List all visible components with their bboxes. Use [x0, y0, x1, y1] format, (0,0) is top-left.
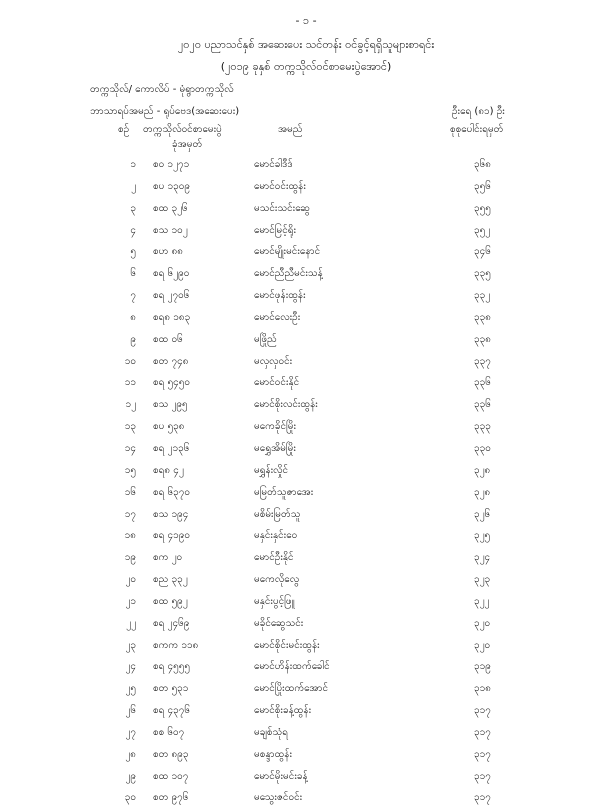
- row-number: ၂၄: [125, 661, 136, 673]
- table-row: [0, 483, 612, 505]
- header-roll: တက္ကသိုလ်ဝင်စာမေးပွဲ: [143, 124, 222, 135]
- row-number: ၂၆: [125, 705, 136, 717]
- row-roll-number: စဝ ၁၂၇၁: [153, 159, 190, 170]
- header-mark: စုစုပေါင်းရမှတ်: [450, 124, 504, 135]
- row-name: မောင်မိုးမင်းခန့်: [254, 770, 308, 782]
- table-row: [0, 395, 612, 417]
- row-name: မနှင်းနှင်းဝေ: [254, 530, 298, 542]
- header-no: စဉ်: [118, 124, 130, 135]
- row-roll-number: စရ ၄၅၅၅: [153, 661, 191, 673]
- row-number: ၁၅: [124, 464, 136, 476]
- row-roll-number: စတ ၉၇၆: [153, 792, 189, 804]
- table-row: [0, 679, 612, 701]
- row-mark: ၃၂၆: [474, 508, 491, 520]
- row-mark: ၃၃၃: [474, 421, 491, 433]
- row-roll-number: စစ ၆၀၇: [153, 726, 185, 738]
- row-number: ၁၃: [124, 421, 136, 433]
- row-number: ၁၄: [124, 442, 136, 454]
- row-mark: ၃၁၇: [474, 770, 491, 782]
- row-name: မောင်လေးဦး: [254, 311, 301, 323]
- row-number: ၁၇: [124, 508, 136, 520]
- row-name: မစန္ဒာထွန်း: [254, 748, 292, 760]
- header-name: အမည်: [278, 124, 303, 135]
- row-mark: ၃၂၀: [474, 617, 491, 629]
- row-name: မရွှေအိမ်မြိုး: [254, 442, 296, 454]
- row-name: မောင်ဖုန်းထွန်း: [254, 290, 306, 302]
- row-mark: ၃၄၆: [474, 246, 491, 258]
- row-number: ၅: [130, 246, 136, 258]
- row-number: ၂၂: [126, 617, 136, 629]
- row-number: ၁၀: [124, 355, 136, 367]
- row-name: မောင်ဟိန်းထက်ခေါင်: [254, 661, 330, 673]
- row-mark: ၃၂၈: [474, 486, 491, 498]
- table-row: [0, 221, 612, 243]
- row-mark: ၃၅၅: [474, 202, 491, 214]
- row-mark: ၃၂၃: [474, 574, 491, 586]
- row-roll-number: စပ ၅၃၈: [153, 421, 185, 433]
- row-name: မောင်စိုးခန့်ထွန်း: [254, 705, 312, 717]
- table-row: [0, 439, 612, 461]
- row-mark: ၃၁၇: [474, 726, 491, 738]
- table-row: [0, 745, 612, 767]
- row-roll-number: စရ ၂၁၃၆: [153, 442, 190, 454]
- row-number: ၂၃: [125, 639, 136, 651]
- row-roll-number: စပ ၁၃၀၉: [153, 180, 191, 192]
- row-roll-number: စထ ၃၂၆: [153, 202, 188, 214]
- row-roll-number: စရ ၄၃၇၆: [153, 705, 191, 717]
- row-mark: ၃၃၇: [474, 355, 491, 367]
- row-mark: ၃၃၈: [474, 333, 491, 345]
- row-mark: ၃၃၆: [474, 377, 491, 389]
- row-name: မသွေးဇင်ဝင်း: [254, 792, 303, 804]
- row-number: ၂၁: [125, 595, 136, 607]
- row-name: မခိုင်ဆွေသင်း: [254, 617, 304, 629]
- row-number: ၂၈: [125, 748, 136, 760]
- table-row: [0, 242, 612, 264]
- row-name: မောင်မြင့်ရိုး: [254, 224, 297, 236]
- row-mark: ၃၂၂: [474, 595, 490, 607]
- table-row: [0, 505, 612, 527]
- row-name: မကေခိုင်မြိုး: [254, 421, 297, 433]
- row-number: ၂: [131, 180, 136, 192]
- row-name: မောင်စိုင်းမင်းထွန်း: [254, 639, 320, 651]
- row-name: မောင်မျိုးမင်းနောင်: [254, 246, 321, 258]
- table-row: [0, 177, 612, 199]
- row-roll-number: စတ ၈၉၃: [153, 748, 189, 760]
- row-name: မလှလှဝင်း: [254, 355, 293, 367]
- region-label: တက္ကသိုလ်/ ကောလိပ် - မုံရွာတက္ကသိုလ်: [90, 84, 234, 95]
- header-roll-line2: ခုံအမှတ်: [172, 139, 203, 150]
- table-row: [0, 526, 612, 548]
- row-roll-number: စထ ၀၆: [153, 333, 183, 345]
- row-number: ၁၆: [124, 486, 136, 498]
- row-number: ၈: [130, 311, 136, 323]
- table-row: [0, 592, 612, 614]
- table-row: [0, 657, 612, 679]
- row-number: ၂၀: [125, 574, 136, 586]
- row-roll-number: စရ ၂၇၀၆: [153, 290, 190, 302]
- row-mark: ၃၂၅: [474, 530, 491, 542]
- row-name: မသင်းသင်းဆွေ: [254, 202, 310, 214]
- table-row: [0, 614, 612, 636]
- row-mark: ၃၅၆: [474, 180, 491, 192]
- table-row: [0, 286, 612, 308]
- table-row: [0, 723, 612, 745]
- row-roll-number: စသ ၂၉၅: [153, 399, 188, 411]
- row-mark: ၃၁၇: [474, 792, 491, 804]
- table-row: [0, 155, 612, 177]
- row-roll-number: စရ ၅၄၅၀: [153, 377, 191, 389]
- row-mark: ၃၁၇: [474, 705, 491, 717]
- table-row: [0, 461, 612, 483]
- row-number: ၄: [130, 224, 136, 236]
- row-number: ၁၁: [124, 377, 136, 389]
- row-number: ၆: [130, 268, 136, 280]
- row-roll-number: စတ ၇၄၈: [153, 355, 189, 367]
- row-name: မနှင်းပွင့်ဖြူ: [254, 595, 295, 607]
- row-number: ၃: [130, 202, 136, 214]
- table-row: [0, 548, 612, 570]
- row-number: ၁၈: [124, 530, 136, 542]
- table-row: [0, 264, 612, 286]
- row-name: မဖြိုည်: [254, 333, 277, 345]
- row-name: မမြတ်သူဇာအေး: [254, 486, 314, 498]
- row-number: ၇: [130, 290, 136, 302]
- table-row: [0, 330, 612, 352]
- table-row: [0, 373, 612, 395]
- row-roll-number: စရ ၆၂၉၀: [153, 268, 190, 280]
- row-roll-number: စဟ ၈၈: [153, 246, 184, 258]
- row-name: မောင်စိုးလင်းထွန်း: [254, 399, 318, 411]
- row-name: မောင်ပြိုးထက်အောင်: [254, 683, 329, 695]
- results-table: [0, 155, 612, 810]
- row-roll-number: စရ၈ ၄၂: [153, 464, 184, 476]
- row-mark: ၃၅၂: [474, 224, 491, 236]
- row-mark: ၃၂၄: [474, 552, 491, 564]
- row-name: မရွှန်းလှိုင်: [254, 464, 289, 476]
- row-mark: ၃၃၆: [474, 399, 491, 411]
- row-name: မောင်ဦးနိုင်: [254, 552, 294, 564]
- row-roll-number: စထ ၅၉၂: [153, 595, 188, 607]
- table-row: [0, 308, 612, 330]
- row-mark: ၃၆၈: [474, 159, 491, 170]
- row-mark: ၃၃၅: [474, 268, 491, 280]
- table-row: [0, 701, 612, 723]
- total-count: ဦးရေ (၈၁) ဦး: [452, 106, 505, 117]
- row-name: မောင်ဝင်းထွန်း: [254, 180, 306, 192]
- row-roll-number: စက ၂၀: [153, 552, 183, 564]
- table-row: [0, 352, 612, 374]
- table-row: [0, 570, 612, 592]
- row-name: မောင်ခါဒီဒ်: [254, 159, 293, 170]
- row-number: ၁၂: [125, 399, 136, 411]
- row-roll-number: စတ ၅၃၁: [153, 683, 189, 695]
- row-number: ၉: [130, 333, 136, 345]
- document-subtitle: (၂၀၁၉ ခုနှစ် တက္ကသိုလ်ဝင်စာမေးပွဲအောင်): [220, 60, 392, 73]
- row-name: မကေလိုလွေ: [254, 574, 300, 586]
- course-label: ဘာသာရပ်အမည် - ရုပ်ဗေဒ(အဆေးပေး): [90, 106, 240, 117]
- row-number: ၃၀: [124, 792, 136, 804]
- row-number: ၂၉: [125, 770, 136, 782]
- row-name: မစိမ်းမြတ်သူ: [254, 508, 301, 520]
- table-row: [0, 767, 612, 789]
- page-number: - ၁ -: [295, 14, 317, 27]
- row-mark: ၃၁၈: [474, 683, 491, 695]
- row-roll-number: စသ ၁၉၄: [153, 508, 189, 520]
- row-roll-number: စရ ၄၁၉၀: [153, 530, 191, 542]
- row-name: မချစ်သုံရ: [254, 726, 288, 738]
- document-title: ၂၀၂၀ ပညာသင်နှစ် အဆေးပေး သင်တန်း ဝင်ခွင့်ရရှိသူများစာရင်း: [177, 38, 435, 51]
- row-roll-number: စရ၈ ၁၈၃: [153, 311, 191, 323]
- row-number: ၁: [130, 159, 136, 170]
- row-number: ၂၇: [125, 726, 136, 738]
- row-mark: ၃၃၈: [474, 311, 491, 323]
- table-row: [0, 417, 612, 439]
- row-roll-number: စည ၃၃၂: [153, 574, 188, 586]
- row-mark: ၃၂၀: [474, 639, 491, 651]
- row-mark: ၃၂၈: [474, 464, 491, 476]
- row-mark: ၃၁၇: [474, 748, 491, 760]
- row-mark: ၃၃၀: [474, 442, 491, 454]
- row-roll-number: စကက ၁၁၈: [153, 639, 199, 651]
- table-row: [0, 636, 612, 658]
- row-roll-number: စရ ၆၃၇၀: [153, 486, 191, 498]
- row-number: ၂၅: [125, 683, 136, 695]
- row-roll-number: စထ ၁၀၇: [153, 770, 189, 782]
- row-mark: ၃၁၉: [474, 661, 491, 673]
- row-mark: ၃၃၂: [474, 290, 491, 302]
- row-name: မောင်ညီညီမင်းသန့်: [254, 268, 323, 280]
- row-name: မောင်ဝင်းနိုင်: [254, 377, 300, 389]
- row-number: ၁၉: [124, 552, 136, 564]
- table-row: [0, 199, 612, 221]
- row-roll-number: စသ ၁၀၂: [153, 224, 188, 236]
- row-roll-number: စရ ၂၄၆၉: [153, 617, 190, 629]
